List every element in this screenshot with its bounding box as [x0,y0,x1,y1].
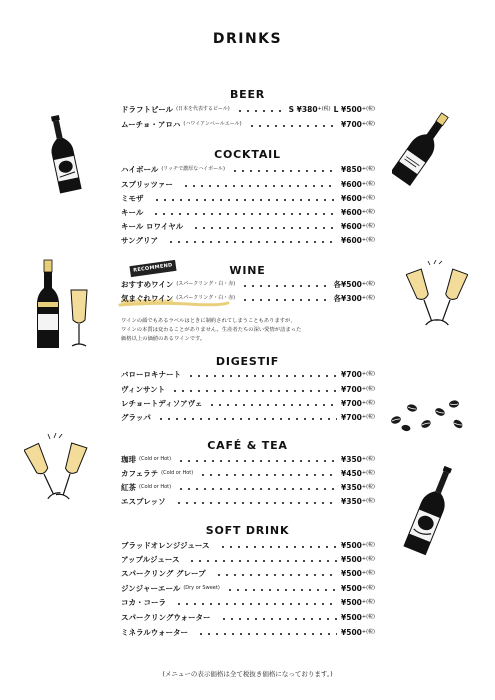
item-price: ¥700 [341,399,362,408]
leader-dots [241,285,329,287]
leader-dots [219,546,337,548]
tax-footnote: (メニューの表示価格は全て税抜き価格になっております。) [162,670,333,678]
menu-item [121,553,375,565]
leader-dots [188,560,337,562]
item-price: ¥350 [341,483,362,492]
item-name: スプリッツァー [121,180,173,189]
section-title-wine: WINE [229,264,266,277]
item-name: おすすめワイン [121,280,174,289]
item-tax: +(税) [317,106,331,112]
item-tax: +(税) [361,106,375,112]
item-name: グラッパ [121,413,151,422]
wine-description [121,317,351,344]
menu-item [121,626,375,638]
toast-glasses-icon [406,260,468,332]
menu-item [121,582,375,594]
menu-item [121,383,375,395]
item-price: ¥850 [341,165,362,174]
item-name: ヴィンサント [121,385,166,394]
leader-dots [152,213,337,215]
item-name: ブラッドオレンジジュース [121,541,210,550]
item-name: サングリア [121,236,158,245]
champagne-bottle-glass-icon [33,258,95,350]
item-name: バローロキナート [121,370,181,379]
menu-item [121,467,375,479]
item-name: コカ・コーラ [121,598,166,607]
item-tax: +(税) [361,585,375,591]
menu-item [121,206,375,218]
leader-dots [177,460,337,462]
item-price: ¥600 [341,208,362,217]
leader-dots [215,574,337,576]
menu-item [121,103,375,115]
leader-dots [192,227,337,229]
item-price: ¥700 [341,370,362,379]
item-price-large: L ¥500 [333,105,362,114]
item-tax: +(税) [361,484,375,490]
item-name: 気まぐれワイン [121,294,174,303]
section-title-cafe-tea: CAFÉ & TEA [207,439,288,452]
item-price: S ¥380 [288,105,318,114]
beer-bottle-icon [402,462,460,558]
menu-item [121,163,375,175]
item-tax: +(税) [361,400,375,406]
item-tax: +(税) [361,414,375,420]
item-tax: +(税) [361,223,375,229]
item-tax: +(税) [361,195,375,201]
item-price: ¥600 [341,222,362,231]
menu-item [121,596,375,608]
item-price: ¥600 [341,194,362,203]
menu-item [121,411,375,423]
item-tax: +(税) [361,371,375,377]
menu-item [121,567,375,579]
leader-dots [231,170,337,172]
item-tax: +(税) [361,121,375,127]
menu-item [121,220,375,232]
toast-glasses-icon [24,432,90,506]
item-tax: +(税) [361,295,375,301]
menu-item [121,397,375,409]
item-tax: +(税) [361,386,375,392]
leader-dots [167,241,337,243]
item-name: ミモザ [121,194,144,203]
item-price: ¥500 [341,598,362,607]
menu-item [121,481,375,493]
item-tax: +(税) [361,498,375,504]
leader-dots [177,488,337,490]
item-price: ¥700 [341,120,362,129]
item-name: 珈琲 [121,455,136,464]
item-price: ¥500 [341,628,362,637]
item-name: カフェラテ [121,469,159,478]
item-name: スパークリングウォーター [121,613,211,622]
item-name: ムーチョ・アロハ [121,120,181,129]
highlight-brush-stroke [118,300,230,308]
item-price: ¥500 [341,584,362,593]
leader-dots [157,418,337,420]
beer-bottle-icon [38,112,88,196]
item-tax: +(税) [361,614,375,620]
item-tax: +(税) [361,570,375,576]
item-name: ジンジャーエール [121,584,181,593]
menu-item [121,278,375,290]
item-name: スパークリング グレープ [121,569,206,578]
item-name: ドラフトビール [121,105,174,114]
item-price: ¥500 [341,541,362,550]
leader-dots [175,603,337,605]
item-note: (Cold or Hot) [161,470,194,476]
item-tax: +(税) [361,181,375,187]
leader-dots [236,110,285,112]
item-price: ¥700 [341,385,362,394]
item-tax: +(税) [361,209,375,215]
section-title-beer: BEER [229,88,266,101]
item-price: ¥500 [341,569,362,578]
item-name: ミネラルウォーター [121,628,188,637]
item-price: 各¥500 [333,280,362,289]
leader-dots [171,390,337,392]
recommend-badge: RECOMMEND [129,260,176,277]
section-title-cocktail: COCKTAIL [214,148,281,161]
menu-item [121,495,375,507]
item-name: キール [121,208,144,217]
menu-item [121,234,375,246]
leader-dots [153,199,338,201]
leader-dots [175,502,337,504]
menu-item [121,539,375,551]
item-name: ハイボール [121,165,159,174]
item-tax: +(税) [361,542,375,548]
item-price: ¥600 [341,180,362,189]
item-tax: +(税) [361,456,375,462]
leader-dots [187,375,337,377]
coffee-beans-icon [384,394,470,434]
item-note: (スパークリング・白・赤) [176,281,236,287]
menu-item [121,611,375,623]
item-price: 各¥300 [333,294,362,303]
item-tax: +(税) [361,556,375,562]
item-tax: +(税) [361,629,375,635]
leader-dots [182,185,337,187]
item-note: (Cold or Hot) [139,484,172,490]
page-title: DRINKS [212,31,283,47]
leader-dots [197,633,337,635]
menu-item [121,453,375,465]
item-price: ¥450 [341,469,362,478]
section-title-digestif: DIGESTIF [215,355,280,368]
item-note: (Cold or Hot) [139,456,172,462]
menu-item [121,178,375,190]
item-name: 紅茶 [121,483,136,492]
item-tax: +(税) [361,281,375,287]
item-name: レチョートディソアヴェ [121,399,203,408]
item-price: ¥350 [341,497,362,506]
item-price: ¥350 [341,455,362,464]
item-tax: +(税) [361,470,375,476]
leader-dots [220,618,337,620]
item-tax: +(税) [361,237,375,243]
item-note: (日本を代表するビール) [176,106,230,112]
item-note: (Dry or Sweet) [183,585,220,591]
item-price: ¥600 [341,236,362,245]
item-note: (リッチで濃厚なハイボール) [161,166,225,172]
item-tax: +(税) [361,599,375,605]
item-note: (ハワイアンペールエール) [183,121,242,127]
champagne-bottle-icon [392,108,452,188]
item-name: アップルジュース [121,555,180,564]
wine-description-line: ワインの顔でもあるラベルはときに制約されてしまうこともありますが、 [121,318,296,324]
leader-dots [208,404,337,406]
item-name: キール ロワイヤル [121,222,184,231]
leader-dots [241,299,329,301]
item-price: ¥500 [341,555,362,564]
wine-description-line: 価格以上の価値のあるワインです。 [121,336,206,342]
leader-dots [248,125,337,127]
item-note: (スパークリング・白・赤) [176,295,236,301]
leader-dots [199,474,337,476]
wine-description-line: ワインの本質は変わることがありません。生産者たちの深い愛情が詰まった [121,327,302,333]
menu-item [121,192,375,204]
menu-item [121,368,375,380]
leader-dots [226,589,337,591]
item-price: ¥500 [341,613,362,622]
menu-item [121,118,375,130]
item-name: エスプレッソ [121,497,166,506]
item-tax: +(税) [361,166,375,172]
section-title-soft-drink: SOFT DRINK [205,524,290,537]
item-price: ¥700 [341,413,362,422]
